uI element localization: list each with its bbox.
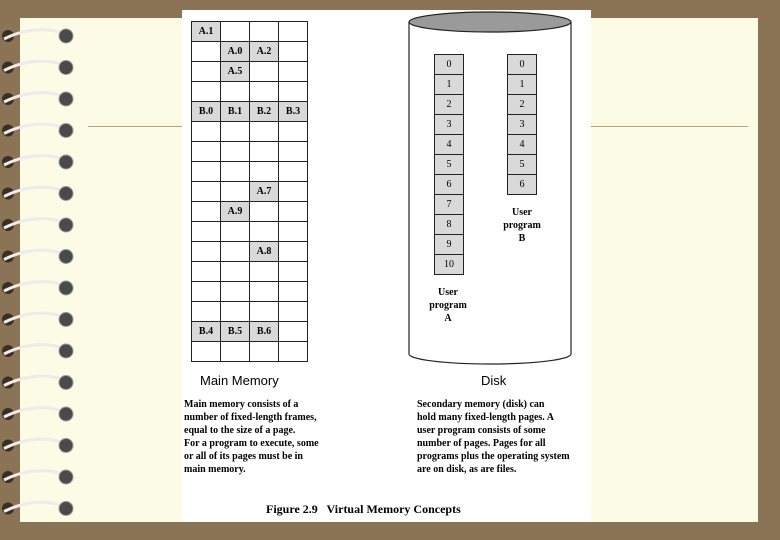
disk-page: 3: [507, 114, 537, 135]
disk-page: 6: [507, 174, 537, 195]
memory-frame: [279, 302, 308, 322]
text-line: User: [438, 287, 458, 298]
memory-frame: [192, 242, 221, 262]
memory-frame: [279, 162, 308, 182]
memory-frame: [221, 222, 250, 242]
text-line: Main memory consists of a: [184, 399, 299, 410]
frame-row: [192, 202, 308, 222]
binding-ring: [2, 376, 73, 390]
memory-frame: [279, 22, 308, 42]
memory-frame: [221, 82, 250, 102]
frame-row: [192, 302, 308, 322]
memory-frame: [250, 222, 279, 242]
memory-frame: [192, 222, 221, 242]
binding-ring: [2, 29, 73, 43]
disk-caption: Disk: [481, 373, 507, 388]
memory-frame: [250, 202, 279, 222]
memory-frame: [221, 162, 250, 182]
disk-page: 2: [507, 94, 537, 115]
memory-frame: [250, 22, 279, 42]
text-line: are on disk, as are files.: [417, 464, 517, 475]
text-line: hold many fixed-length pages. A: [417, 412, 554, 423]
memory-frame: B.3: [279, 102, 308, 122]
memory-frame: [192, 302, 221, 322]
memory-frame: [279, 262, 308, 282]
memory-frame: [192, 342, 221, 362]
text-line: user program consists of some: [417, 425, 546, 436]
memory-frame: [221, 282, 250, 302]
frame-row: [192, 342, 308, 362]
text-line: equal to the size of a page.: [184, 425, 296, 436]
binding-ring: [2, 439, 73, 453]
memory-frame: [279, 202, 308, 222]
disk-page: 2: [434, 94, 464, 115]
text-line: programs plus the operating system: [417, 451, 570, 462]
text-line: number of pages. Pages for all: [417, 438, 546, 449]
disk-page: 3: [434, 114, 464, 135]
memory-frame: [279, 142, 308, 162]
memory-frame: [221, 122, 250, 142]
frame-row: [192, 62, 308, 82]
text-line: program: [429, 300, 467, 311]
memory-frame: [279, 42, 308, 62]
text-line: B: [518, 233, 526, 244]
text-line: A: [444, 313, 452, 324]
memory-frame: [221, 182, 250, 202]
memory-frame: [250, 282, 279, 302]
memory-frame: A.8: [250, 242, 279, 262]
frame-row: [192, 182, 308, 202]
main-memory-grid: [191, 21, 308, 362]
memory-frame: [279, 322, 308, 342]
binding-ring: [2, 92, 73, 106]
memory-frame: [192, 162, 221, 182]
main-memory-caption: Main Memory: [200, 373, 279, 388]
figure-title: Figure 2.9 Virtual Memory Concepts: [266, 502, 461, 516]
memory-frame: [221, 342, 250, 362]
memory-frame: [250, 82, 279, 102]
memory-frame: [279, 122, 308, 142]
figure: [182, 10, 591, 522]
memory-frame: [192, 202, 221, 222]
memory-frame: A.7: [250, 182, 279, 202]
binding-ring: [2, 124, 73, 138]
disk-page: 5: [507, 154, 537, 175]
memory-frame: [279, 342, 308, 362]
disk-page: 10: [434, 254, 464, 275]
disk-page: 9: [434, 234, 464, 255]
disk-page: 0: [507, 54, 537, 75]
frame-row: [192, 282, 308, 302]
memory-frame: [279, 62, 308, 82]
text-line: For a program to execute, some: [184, 438, 319, 449]
memory-frame: B.0: [192, 102, 221, 122]
memory-frame: B.2: [250, 102, 279, 122]
program-b-pages: [507, 55, 537, 195]
memory-frame: A.9: [221, 202, 250, 222]
memory-frame: [279, 82, 308, 102]
memory-frame: B.5: [221, 322, 250, 342]
memory-frame: [250, 122, 279, 142]
memory-frame: A.0: [221, 42, 250, 62]
frame-row: [192, 22, 308, 42]
frame-row: [192, 142, 308, 162]
frame-row: [192, 162, 308, 182]
program-b-label: [492, 206, 552, 245]
memory-frame: [279, 182, 308, 202]
memory-frame: [250, 162, 279, 182]
memory-frame: [192, 142, 221, 162]
memory-frame: [221, 242, 250, 262]
binding-ring: [2, 313, 73, 327]
memory-frame: [279, 222, 308, 242]
memory-frame: B.1: [221, 102, 250, 122]
disk-page: 7: [434, 194, 464, 215]
binding-ring: [2, 502, 73, 516]
binding-ring: [2, 61, 73, 75]
memory-frame: B.6: [250, 322, 279, 342]
text-line: or all of its pages must be in: [184, 451, 303, 462]
binding-ring: [2, 187, 73, 201]
memory-frame: [221, 22, 250, 42]
program-a-pages: [434, 55, 464, 275]
disk-page: 1: [434, 74, 464, 95]
text-line: main memory.: [184, 464, 246, 475]
disk-page: 0: [434, 54, 464, 75]
memory-frame: [221, 142, 250, 162]
disk-page: 4: [507, 134, 537, 155]
binding-ring: [2, 344, 73, 358]
binding-ring: [2, 407, 73, 421]
text-line: program: [503, 220, 541, 231]
text-line: User: [512, 207, 532, 218]
memory-frame: [279, 242, 308, 262]
frame-row: [192, 242, 308, 262]
memory-frame: [221, 302, 250, 322]
frame-row: [192, 42, 308, 62]
memory-frame: [221, 262, 250, 282]
text-line: Secondary memory (disk) can: [417, 399, 545, 410]
memory-frame: [250, 262, 279, 282]
frame-row: [192, 322, 308, 342]
frame-row: [192, 222, 308, 242]
memory-frame: [192, 42, 221, 62]
frame-row: [192, 82, 308, 102]
memory-frame: A.2: [250, 42, 279, 62]
memory-frame: [192, 82, 221, 102]
memory-frame: [250, 62, 279, 82]
memory-frame: [192, 62, 221, 82]
memory-frame: [250, 342, 279, 362]
disk-page: 1: [507, 74, 537, 95]
binding-ring: [2, 218, 73, 232]
memory-frame: [192, 282, 221, 302]
frame-row: [192, 122, 308, 142]
memory-frame: B.4: [192, 322, 221, 342]
disk-page: 5: [434, 154, 464, 175]
memory-frame: A.5: [221, 62, 250, 82]
memory-frame: A.1: [192, 22, 221, 42]
disk-page: 4: [434, 134, 464, 155]
memory-frame: [192, 262, 221, 282]
memory-frame: [250, 142, 279, 162]
memory-frame: [279, 282, 308, 302]
memory-frame: [250, 302, 279, 322]
program-a-label: [418, 286, 478, 325]
disk-page: 8: [434, 214, 464, 235]
binding-ring: [2, 470, 73, 484]
disk-page: 6: [434, 174, 464, 195]
disk-description: [417, 398, 570, 476]
spiral-binding: [0, 0, 100, 540]
frame-row: [192, 262, 308, 282]
binding-ring: [2, 250, 73, 264]
frame-row: [192, 102, 308, 122]
main-memory-description: [184, 398, 319, 476]
binding-ring: [2, 155, 73, 169]
binding-ring: [2, 281, 73, 295]
memory-frame: [192, 122, 221, 142]
memory-frame: [192, 182, 221, 202]
text-line: number of fixed-length frames,: [184, 412, 317, 423]
